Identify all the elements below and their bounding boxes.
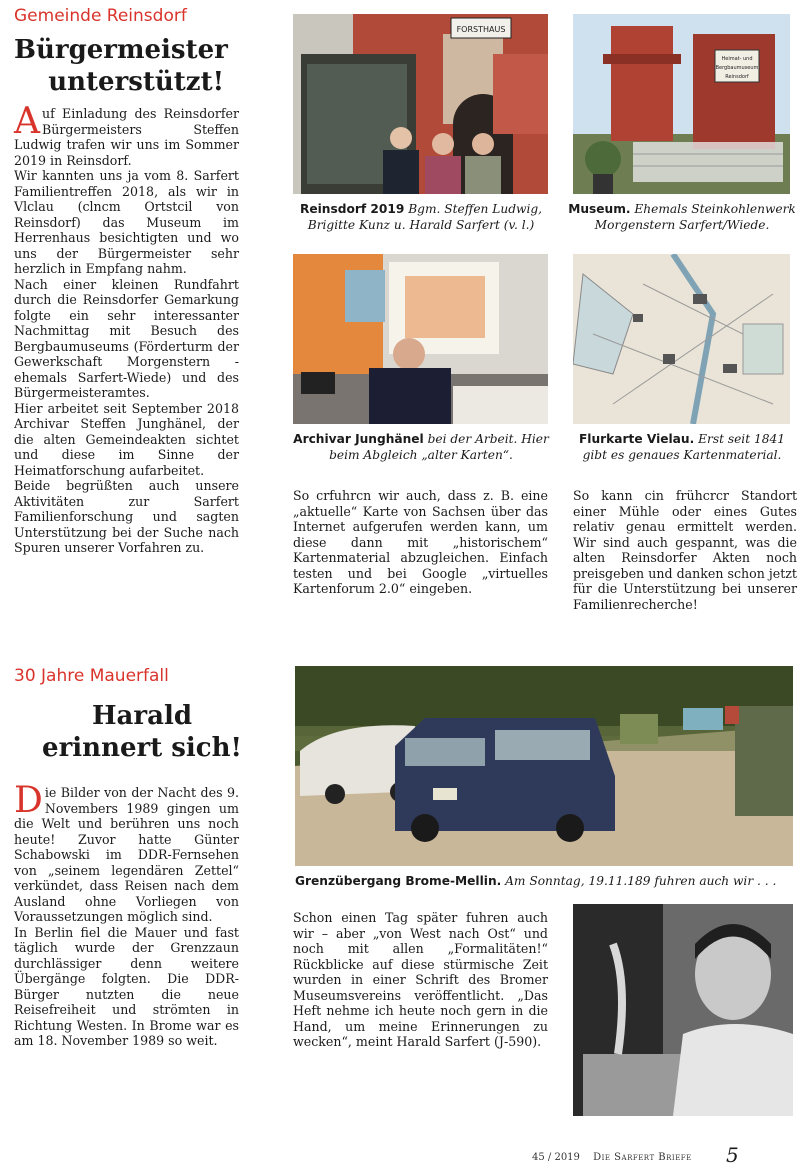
footer-issue: 45 / 2019	[532, 1152, 580, 1163]
photo-reinsdorf-2019	[293, 14, 548, 194]
drop-cap: A	[14, 101, 40, 142]
photo-archivar	[293, 254, 548, 424]
article-body-column-2	[293, 488, 548, 597]
paragraph: So kann cin frühcrcr Standort einer Mühle oder eines Gutes relativ genau ermittelt werden. Wir sind auch gespannt, was die alten Reinsdorfer Akten noch preisgeben und danken schon jetzt für die Unterstützung bei unserer Familienrecherche!	[573, 488, 797, 612]
section-kicker: Gemeinde Reinsdorf	[14, 6, 187, 26]
svg-text:Reinsdorf: Reinsdorf	[725, 74, 749, 80]
caption-photo-1	[290, 201, 552, 233]
paragraph-text: uf Einladung des Reinsdorfer Bürgermeisters Steffen Ludwig trafen wir uns im Sommer 2019 in Reinsdorf.	[14, 106, 239, 168]
photo-grenzuebergang	[295, 666, 793, 866]
paragraph: Beide begrüßten auch unsere Aktivitäten zur Sarfert Familienforschung und sagten Unterstützung bei der Suche nach Spuren unserer Vorfahren zu.	[14, 478, 239, 555]
headline-line-1: Bürgermeister	[14, 35, 228, 65]
caption-italic: bei der Arbeit. Hier beim Abgleich „alter Karten“.	[329, 432, 549, 462]
article-headline	[14, 34, 228, 98]
caption-photo-5	[295, 873, 795, 889]
caption-italic: Ehemals Steinkohlenwerk Morgenstern Sarfert/Wiede.	[594, 202, 796, 232]
article-body-column-1	[14, 780, 239, 1049]
article-headline	[14, 700, 270, 764]
paragraph	[14, 780, 239, 925]
photo-museum	[573, 14, 790, 194]
page-number: 5	[726, 1143, 739, 1167]
page-footer	[532, 1152, 732, 1163]
paragraph-text: ie Bilder von der Nacht des 9. Novembers 1989 gingen um die Welt und berühren uns noch heute! Zuvor hatte Günter Schabowski im DDR-Fernsehen von „seinem legendären Zettel“ verkündet, dass Reisen nach dem Ausland ohne Vorliegen von Voraussetzungen möglich sind.	[14, 785, 239, 924]
paragraph: So crfuhrcn wir auch, dass z. B. eine „aktuelle“ Karte von Sachsen über das Internet aufgerufen werden kann, um diese dann mit „historischem“ Kartenmaterial abzugleichen. Einfach testen und bei Google „virtuelles Kartenforum 2.0“ eingeben.	[293, 488, 548, 596]
paragraph	[14, 101, 239, 168]
caption-italic: Am Sonntag, 19.11.189 fuhren auch wir . . .	[505, 874, 777, 888]
caption-italic: Erst seit 1841 gibt es genaues Kartenmaterial.	[582, 432, 785, 462]
caption-bold: Reinsdorf 2019	[299, 202, 405, 216]
caption-photo-2	[566, 201, 798, 233]
section-kicker: 30 Jahre Mauerfall	[14, 666, 169, 686]
article-body-column-1	[14, 101, 239, 556]
photo-flurkarte	[573, 254, 790, 424]
svg-text:Heimat- und: Heimat- und	[721, 56, 753, 62]
caption-bold: Flurkarte Vielau.	[578, 432, 695, 446]
article-body-column-2	[293, 910, 548, 1050]
article-body-column-3	[573, 488, 797, 612]
footer-title: Die Sarfert Briefe	[593, 1152, 692, 1163]
headline-line-2: erinnert sich!	[42, 733, 242, 763]
caption-photo-4	[566, 431, 798, 463]
paragraph: Wir kannten uns ja vom 8. Sarfert Familientreffen 2018, als wir in Vlclau (clncm Ortstcil von Reinsdorf) das Museum im Herrenhaus besichtigten und wo uns der Bürgermeister sehr herzlich in Empfang nahm.	[14, 168, 239, 276]
drop-cap: D	[14, 780, 43, 821]
headline-line-2: unterstützt!	[48, 67, 224, 97]
paragraph: Schon einen Tag später fuhren auch wir – aber „von West nach Ost“ und noch mit allen „Formalitäten!“ Rückblicke auf diese stürmische Zeit wurden in einer Schrift des Bromer Museumsvereins veröffentlicht. „Das Heft nehme ich heute noch gern in die Hand, um meine Erinnerungen zu wecken“, meint Harald Sarfert (J-590).	[293, 910, 548, 1049]
svg-text:Bergbaumuseum: Bergbaumuseum	[715, 65, 759, 71]
caption-bold: Museum.	[568, 202, 631, 216]
paragraph: Hier arbeitet seit September 2018 Archivar Steffen Junghänel, der die alten Gemeindeakten sichtet und diese im Sinne der Heimatforschung aufarbeitet.	[14, 400, 239, 478]
svg-text:FORSTHAUS: FORSTHAUS	[456, 25, 506, 34]
caption-photo-3	[290, 431, 552, 463]
caption-bold: Archivar Junghänel	[293, 432, 424, 446]
headline-line-1: Harald	[91, 701, 192, 731]
paragraph: In Berlin fiel die Mauer und fast täglich wurde der Grenzzaun durchlässiger denn weitere Übergänge folgten. Die DDR-Bürger nutzten die neue Reisefreiheit und strömten in Richtung Westen. In Brome war es am 18. November 1989 so weit.	[14, 924, 239, 1048]
photo-harald	[573, 904, 793, 1116]
paragraph: Nach einer kleinen Rundfahrt durch die Reinsdorfer Gemarkung folgte ein sehr interessanter Nachmittag mit Besuch des Bergbaumuseums (Förderturm der Gewerkschaft Morgenstern - ehemals Sarfert-Wiede) und des Bürgermeisteramtes.	[14, 276, 239, 400]
caption-bold: Grenzübergang Brome-Mellin.	[295, 874, 502, 888]
caption-italic: Bgm. Steffen Ludwig, Brigitte Kunz u. Harald Sarfert (v. l.)	[307, 202, 543, 232]
